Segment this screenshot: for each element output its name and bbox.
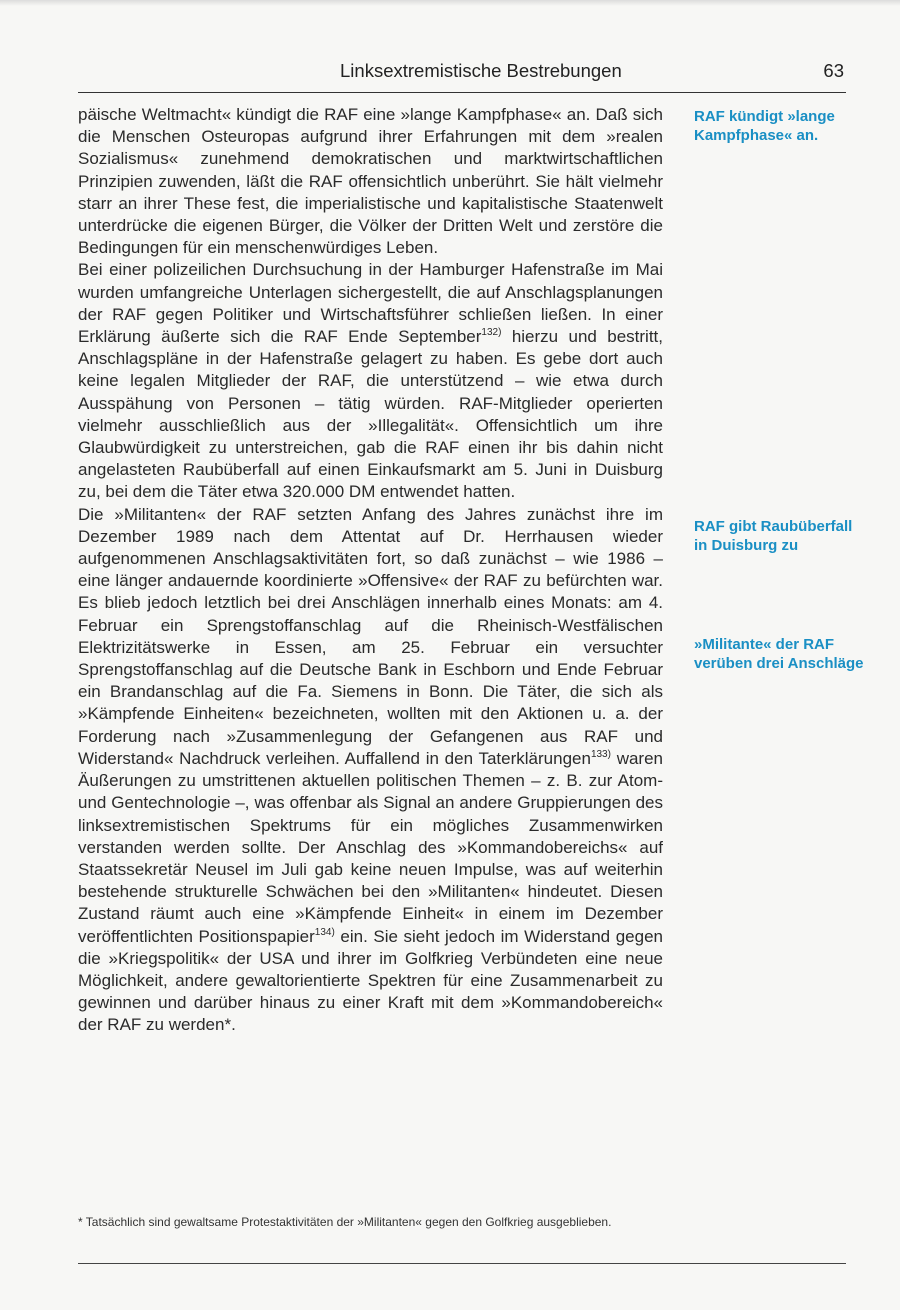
paragraph-1-text: päische Weltmacht« kündigt die RAF eine »lange Kampfphase« an. Daß sich die Menschen Osteuropas aufgrund ihrer Erfahrungen mit dem »realen Sozialismus« zunehmend demokratischen und marktwirtschaftlichen Prinzipien zuwenden, läßt die RAF offensichtlich unberührt. Sie hält vielmehr starr an ihrer These fest, die imperialistische und kapitalistische Staatenwelt unterdrücke die eigenen Bürger, die Völker der Dritten Welt und zerstöre die Bedingungen für ein menschenwürdiges Leben. — [78, 105, 663, 258]
footnote-ref-133: 133) — [590, 748, 611, 760]
paragraph-3-text-c: ein. Sie sieht jedoch im Widerstand gegen die »Kriegspolitik« der USA und ihrer im Golfkrieg Verbündeten eine neue Möglichkeit, andere gewaltorientierte Spektren für eine Zusammenarbeit zu gewinnen und darüber hinaus zu einer Kraft mit dem »Kommandobereich« der RAF zu werden*. — [78, 926, 663, 1035]
page-header — [78, 58, 846, 93]
page-number: 63 — [823, 60, 844, 81]
paragraph-2-text-a: Bei einer polizeilichen Durchsuchung in der Hamburger Hafenstraße im Mai wurden umfangreiche Unterlagen sichergestellt, die auf Anschlagsplanungen der RAF gegen Politiker und Wirtschaftsführer schließen ließen. In einer Erklärung äußerte sich die RAF Ende September — [78, 260, 663, 347]
running-title: Linksextremistische Bestrebungen — [340, 60, 622, 81]
footnote-ref-132: 132) — [481, 327, 502, 339]
paragraph-1 — [78, 104, 663, 259]
margin-note-anschlaege: »Militante« der RAF verüben drei Anschläge — [694, 636, 864, 672]
margin-note-raubueberfall: RAF gibt Raubüberfall in Duisburg zu — [694, 518, 853, 554]
paragraph-2 — [78, 259, 663, 503]
margin-note-kampfphase: RAF kündigt »lange Kampfphase« an. — [694, 108, 835, 144]
paragraph-2-text-b: hierzu und bestritt, Anschlagspläne in der Hafenstraße gelagert zu haben. Es gebe dort auch keine legalen Mitglieder der RAF, die unterstützend – wie etwa durch Ausspähung von Personen – tätig würden. RAF-Mitglieder operierten vielmehr ausschließlich aus der »Illegalität«. Offensichtlich um ihre Glaubwürdigkeit zu unterstreichen, gab die RAF einen ihr bis dahin nicht angelasteten Raubüberfall auf einen Einkaufsmarkt am 5. Juni in Duisburg zu, bei dem die Täter etwa 320.000 DM entwendet hatten. — [78, 327, 663, 502]
footnote-ref-134: 134) — [314, 926, 335, 938]
paragraph-3-text-a: Die »Militanten« der RAF setzten Anfang des Jahres zunächst ihre im Dezember 1989 nach dem Attentat auf Dr. Herrhausen wieder aufgenommenen Anschlagsaktivitäten fort, so daß zunächst – wie 1986 – eine länger andauernde koordinierte »Offensive« der RAF zu befürchten war. Es blieb jedoch letztlich bei drei Anschlägen innerhalb eines Monats: am 4. Februar ein Sprengstoffanschlag auf die Rheinisch-Westfälischen Elektrizitätswerke in Essen, am 25. Februar ein versuchter Sprengstoffanschlag auf die Deutsche Bank in Eschborn und Ende Februar ein Brandanschlag auf die Fa. Siemens in Bonn. Die Täter, die sich als »Kämpfende Einheiten« bezeichneten, wollten mit den Aktionen u. a. der Forderung nach »Zusammenlegung der Gefangenen aus RAF und Widerstand« Nachdruck verleihen. Auffallend in den Taterklärungen — [78, 504, 663, 768]
paragraph-3 — [78, 504, 663, 1037]
paragraph-3-text-b: waren Äußerungen zu umstrittenen aktuellen politischen Themen – z. B. zur Atom- und Gentechnologie –, was offenbar als Signal an andere Gruppierungen des linksextremistischen Spektrums für ein mögliches Zusammenwirken verstanden werden sollte. Der Anschlag des »Kommandobereichs« auf Staatssekretär Neusel im Juli gab keine neuen Impulse, was auf weiterhin bestehende strukturelle Schwächen bei den »Militanten« hindeutet. Diesen Zustand räumt auch eine »Kämpfende Einheit« in einem im Dezember veröffentlichten Positionspapier — [78, 748, 663, 946]
footnote: * Tatsächlich sind gewaltsame Protestaktivitäten der »Militanten« gegen den Golfkrieg ausgeblieben. — [78, 1215, 612, 1229]
footer-rule — [78, 1263, 846, 1264]
scan-edge-shade — [0, 0, 900, 6]
main-text — [78, 104, 663, 1037]
